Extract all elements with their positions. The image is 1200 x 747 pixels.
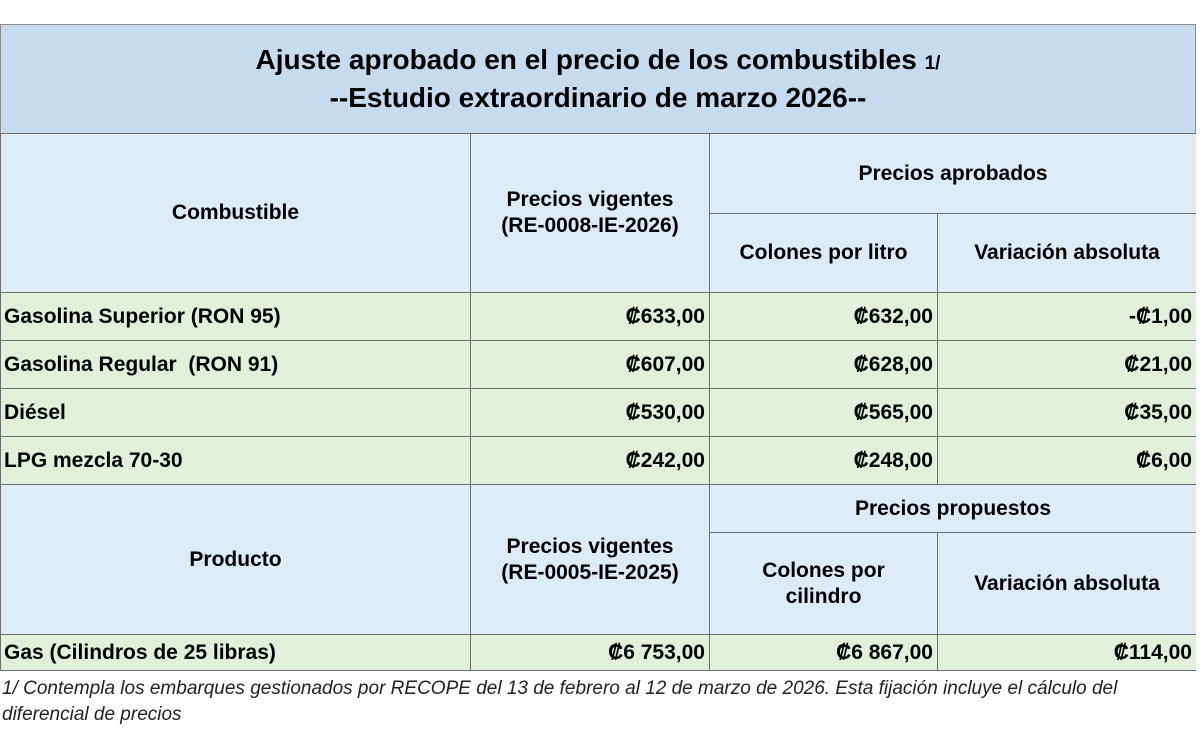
table-row — [1, 437, 1197, 485]
header-precios-propuestos: Precios propuestos — [710, 485, 1197, 533]
header-producto: Producto — [1, 485, 471, 635]
header-precios-aprobados: Precios aprobados — [710, 134, 1197, 214]
table-row — [1, 293, 1197, 341]
page-edge — [1196, 24, 1200, 724]
table-subtitle: --Estudio extraordinario de marzo 2026-- — [329, 82, 867, 113]
footnote: 1/ Contempla los embarques gestionados por RECOPE del 13 de febrero al 12 de marzo de 2026. Esta fijación incluye el cálculo del diferencial de precios — [2, 678, 1118, 725]
table-title: Ajuste aprobado en el precio de los combustibles — [255, 44, 917, 75]
precio-vigente: ₡530,00 — [471, 389, 710, 437]
variacion-absoluta: -₡1,00 — [938, 293, 1197, 341]
header-colones-por-litro: Colones por litro — [710, 214, 938, 293]
header-precios-vigentes-2: Precios vigentes (RE-0005-IE-2025) — [471, 485, 710, 635]
fuel-name: Gasolina Superior (RON 95) — [1, 293, 471, 341]
variacion-absoluta: ₡114,00 — [938, 635, 1197, 671]
precio-vigente: ₡633,00 — [471, 293, 710, 341]
precio-vigente: ₡242,00 — [471, 437, 710, 485]
table-title-line1 — [1, 43, 1195, 81]
precio-aprobado: ₡632,00 — [710, 293, 938, 341]
precio-aprobado: ₡628,00 — [710, 341, 938, 389]
table-row — [1, 635, 1197, 671]
fuel-price-table — [0, 133, 1197, 671]
table-row — [1, 341, 1197, 389]
precio-aprobado: ₡565,00 — [710, 389, 938, 437]
precio-propuesto: ₡6 867,00 — [710, 635, 938, 671]
precio-vigente: ₡607,00 — [471, 341, 710, 389]
variacion-absoluta: ₡6,00 — [938, 437, 1197, 485]
table-title-banner — [0, 24, 1196, 134]
precio-vigente: ₡6 753,00 — [471, 635, 710, 671]
variacion-absoluta: ₡21,00 — [938, 341, 1197, 389]
title-footnote-ref: 1/ — [924, 53, 941, 74]
header-variacion-absoluta-2: Variación absoluta — [938, 533, 1197, 635]
fuel-name: Gasolina Regular (RON 91) — [1, 341, 471, 389]
fuel-name: Diésel — [1, 389, 471, 437]
table-row — [1, 389, 1197, 437]
header-precios-vigentes: Precios vigentes (RE-0008-IE-2026) — [471, 134, 710, 293]
precio-aprobado: ₡248,00 — [710, 437, 938, 485]
product-name: Gas (Cilindros de 25 libras) — [1, 635, 471, 671]
fuel-name: LPG mezcla 70-30 — [1, 437, 471, 485]
header-combustible: Combustible — [1, 134, 471, 293]
header-colones-por-cilindro: Colones por cilindro — [710, 533, 938, 635]
variacion-absoluta: ₡35,00 — [938, 389, 1197, 437]
header-variacion-absoluta: Variación absoluta — [938, 214, 1197, 293]
footnote-area — [0, 676, 1200, 730]
